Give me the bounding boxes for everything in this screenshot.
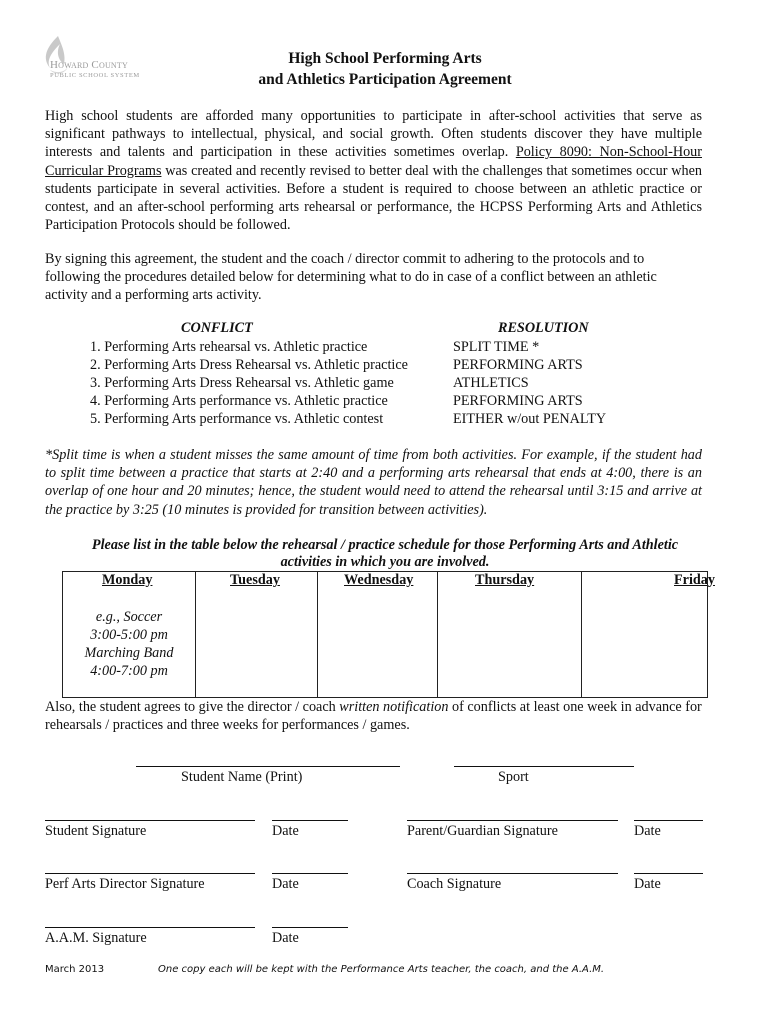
page-title-line1: High School Performing Arts xyxy=(288,50,482,67)
coach-signature-label: Coach Signature xyxy=(407,876,502,892)
intro-text-end: was created and recently revised to better deal with the challenges that sometimes occur when students participate in several activities. Before a student is required to choose between an athletic practice or contest, and an after-school performing arts rehearsal or performance, the HCPSS Performing Arts and Athletics Participation Protocols should be followed. xyxy=(45,162,702,234)
example-activity-2: Marching Band xyxy=(84,645,174,661)
schedule-cell-friday[interactable] xyxy=(582,572,715,698)
schedule-table xyxy=(62,571,715,698)
resolution-item: PERFORMING ARTS xyxy=(453,357,583,373)
schedule-example xyxy=(63,608,195,680)
conflict-item: 5. Performing Arts performance vs. Athletic contest xyxy=(90,411,384,427)
notification-text-end: of conflicts at least one week in advance for rehearsals / practices and three weeks for performances / games. xyxy=(45,699,702,734)
footer-note: One copy each will be kept with the Performance Arts teacher, the coach, and the A.A.M. xyxy=(158,964,605,975)
director-date-label: Date xyxy=(272,876,299,892)
intro-paragraph xyxy=(45,107,702,234)
conflict-item: 3. Performing Arts Dress Rehearsal vs. Athletic game xyxy=(90,375,394,391)
day-header-friday: Friday xyxy=(674,572,715,588)
notification-text-start: Also, the student agrees to give the director / coach xyxy=(45,699,340,715)
day-header-tuesday: Tuesday xyxy=(230,572,280,588)
split-time-note: *Split time is when a student misses the same amount of time from both activities. For example, if the student had to split time between a practice that starts at 2:40 and a performing arts rehearsal that ends at 4:00, there is an overlap of one hour and 20 minutes; hence, the student would need to attend the rehearsal until 3:15 and arrive at the practice by 3:25 (10 minutes is provided for transition between activities). xyxy=(45,447,702,518)
parent-signature-line[interactable] xyxy=(407,820,618,821)
director-signature-line[interactable] xyxy=(45,873,255,874)
aam-date-line[interactable] xyxy=(272,927,348,928)
aam-signature-label: A.A.M. Signature xyxy=(45,930,147,946)
conflict-item: 1. Performing Arts rehearsal vs. Athletic practice xyxy=(90,339,368,355)
page-title-line2: and Athletics Participation Agreement xyxy=(258,71,512,88)
logo-subtitle: PUBLIC SCHOOL SYSTEM xyxy=(50,72,140,79)
intro-text-start: High school students are afforded many opportunities to participate in after-school activities that serve as significant pathways to intellectual, physical, and social growth. Often students discover they have multiple interests and talents and participation in these activities sometimes overlap. xyxy=(45,108,702,161)
notification-paragraph xyxy=(45,698,702,734)
logo-name: Howard County xyxy=(50,59,128,71)
coach-signature-line[interactable] xyxy=(407,873,618,874)
resolution-item: SPLIT TIME * xyxy=(453,339,540,355)
student-signature-label: Student Signature xyxy=(45,823,147,839)
parent-date-line[interactable] xyxy=(634,820,703,821)
resolution-item: EITHER w/out PENALTY xyxy=(453,411,607,427)
coach-date-line[interactable] xyxy=(634,873,703,874)
parent-signature-label: Parent/Guardian Signature xyxy=(407,823,558,839)
example-activity-1: e.g., Soccer xyxy=(95,609,163,625)
parent-date-label: Date xyxy=(634,823,661,839)
conflict-item: 4. Performing Arts performance vs. Athletic practice xyxy=(90,393,388,409)
resolution-item: PERFORMING ARTS xyxy=(453,393,583,409)
example-time-2: 4:00-7:00 pm xyxy=(90,663,168,679)
agreement-paragraph: By signing this agreement, the student and the coach / director commit to adhering to the protocols and to following the procedures detailed below for determining what to do in case of a conflict between an athletic activity and a performing arts activity. xyxy=(45,251,657,304)
notification-emphasis: written notification xyxy=(339,699,449,715)
aam-signature-line[interactable] xyxy=(45,927,255,928)
schedule-cell-thursday[interactable] xyxy=(438,572,582,698)
student-date-label: Date xyxy=(272,823,299,839)
director-signature-label: Perf Arts Director Signature xyxy=(45,876,205,892)
conflict-header: CONFLICT xyxy=(181,320,253,336)
day-header-monday: Monday xyxy=(102,572,153,588)
director-date-line[interactable] xyxy=(272,873,348,874)
student-name-line[interactable] xyxy=(136,766,400,767)
day-header-wednesday: Wednesday xyxy=(344,572,414,588)
student-date-line[interactable] xyxy=(272,820,348,821)
schedule-instruction-line1: Please list in the table below the rehearsal / practice schedule for those Performing Arts and Athletic xyxy=(91,537,679,553)
aam-date-label: Date xyxy=(272,930,299,946)
student-name-label: Student Name (Print) xyxy=(181,769,303,785)
schedule-cell-tuesday[interactable] xyxy=(196,572,318,698)
footer-date: March 2013 xyxy=(45,964,105,975)
policy-link[interactable]: Policy 8090: Non-School-Hour Curricular Programs xyxy=(45,144,702,179)
example-time-1: 3:00-5:00 pm xyxy=(90,627,168,643)
schedule-cell-wednesday[interactable] xyxy=(318,572,438,698)
schedule-instruction-line2: activities in which you are involved. xyxy=(280,554,490,570)
sport-label: Sport xyxy=(498,769,529,785)
sport-line[interactable] xyxy=(454,766,634,767)
schedule-cell-monday[interactable] xyxy=(63,572,196,698)
resolution-header: RESOLUTION xyxy=(498,320,589,336)
coach-date-label: Date xyxy=(634,876,661,892)
conflict-item: 2. Performing Arts Dress Rehearsal vs. Athletic practice xyxy=(90,357,408,373)
resolution-item: ATHLETICS xyxy=(453,375,529,391)
day-header-thursday: Thursday xyxy=(475,572,535,588)
student-signature-line[interactable] xyxy=(45,820,255,821)
